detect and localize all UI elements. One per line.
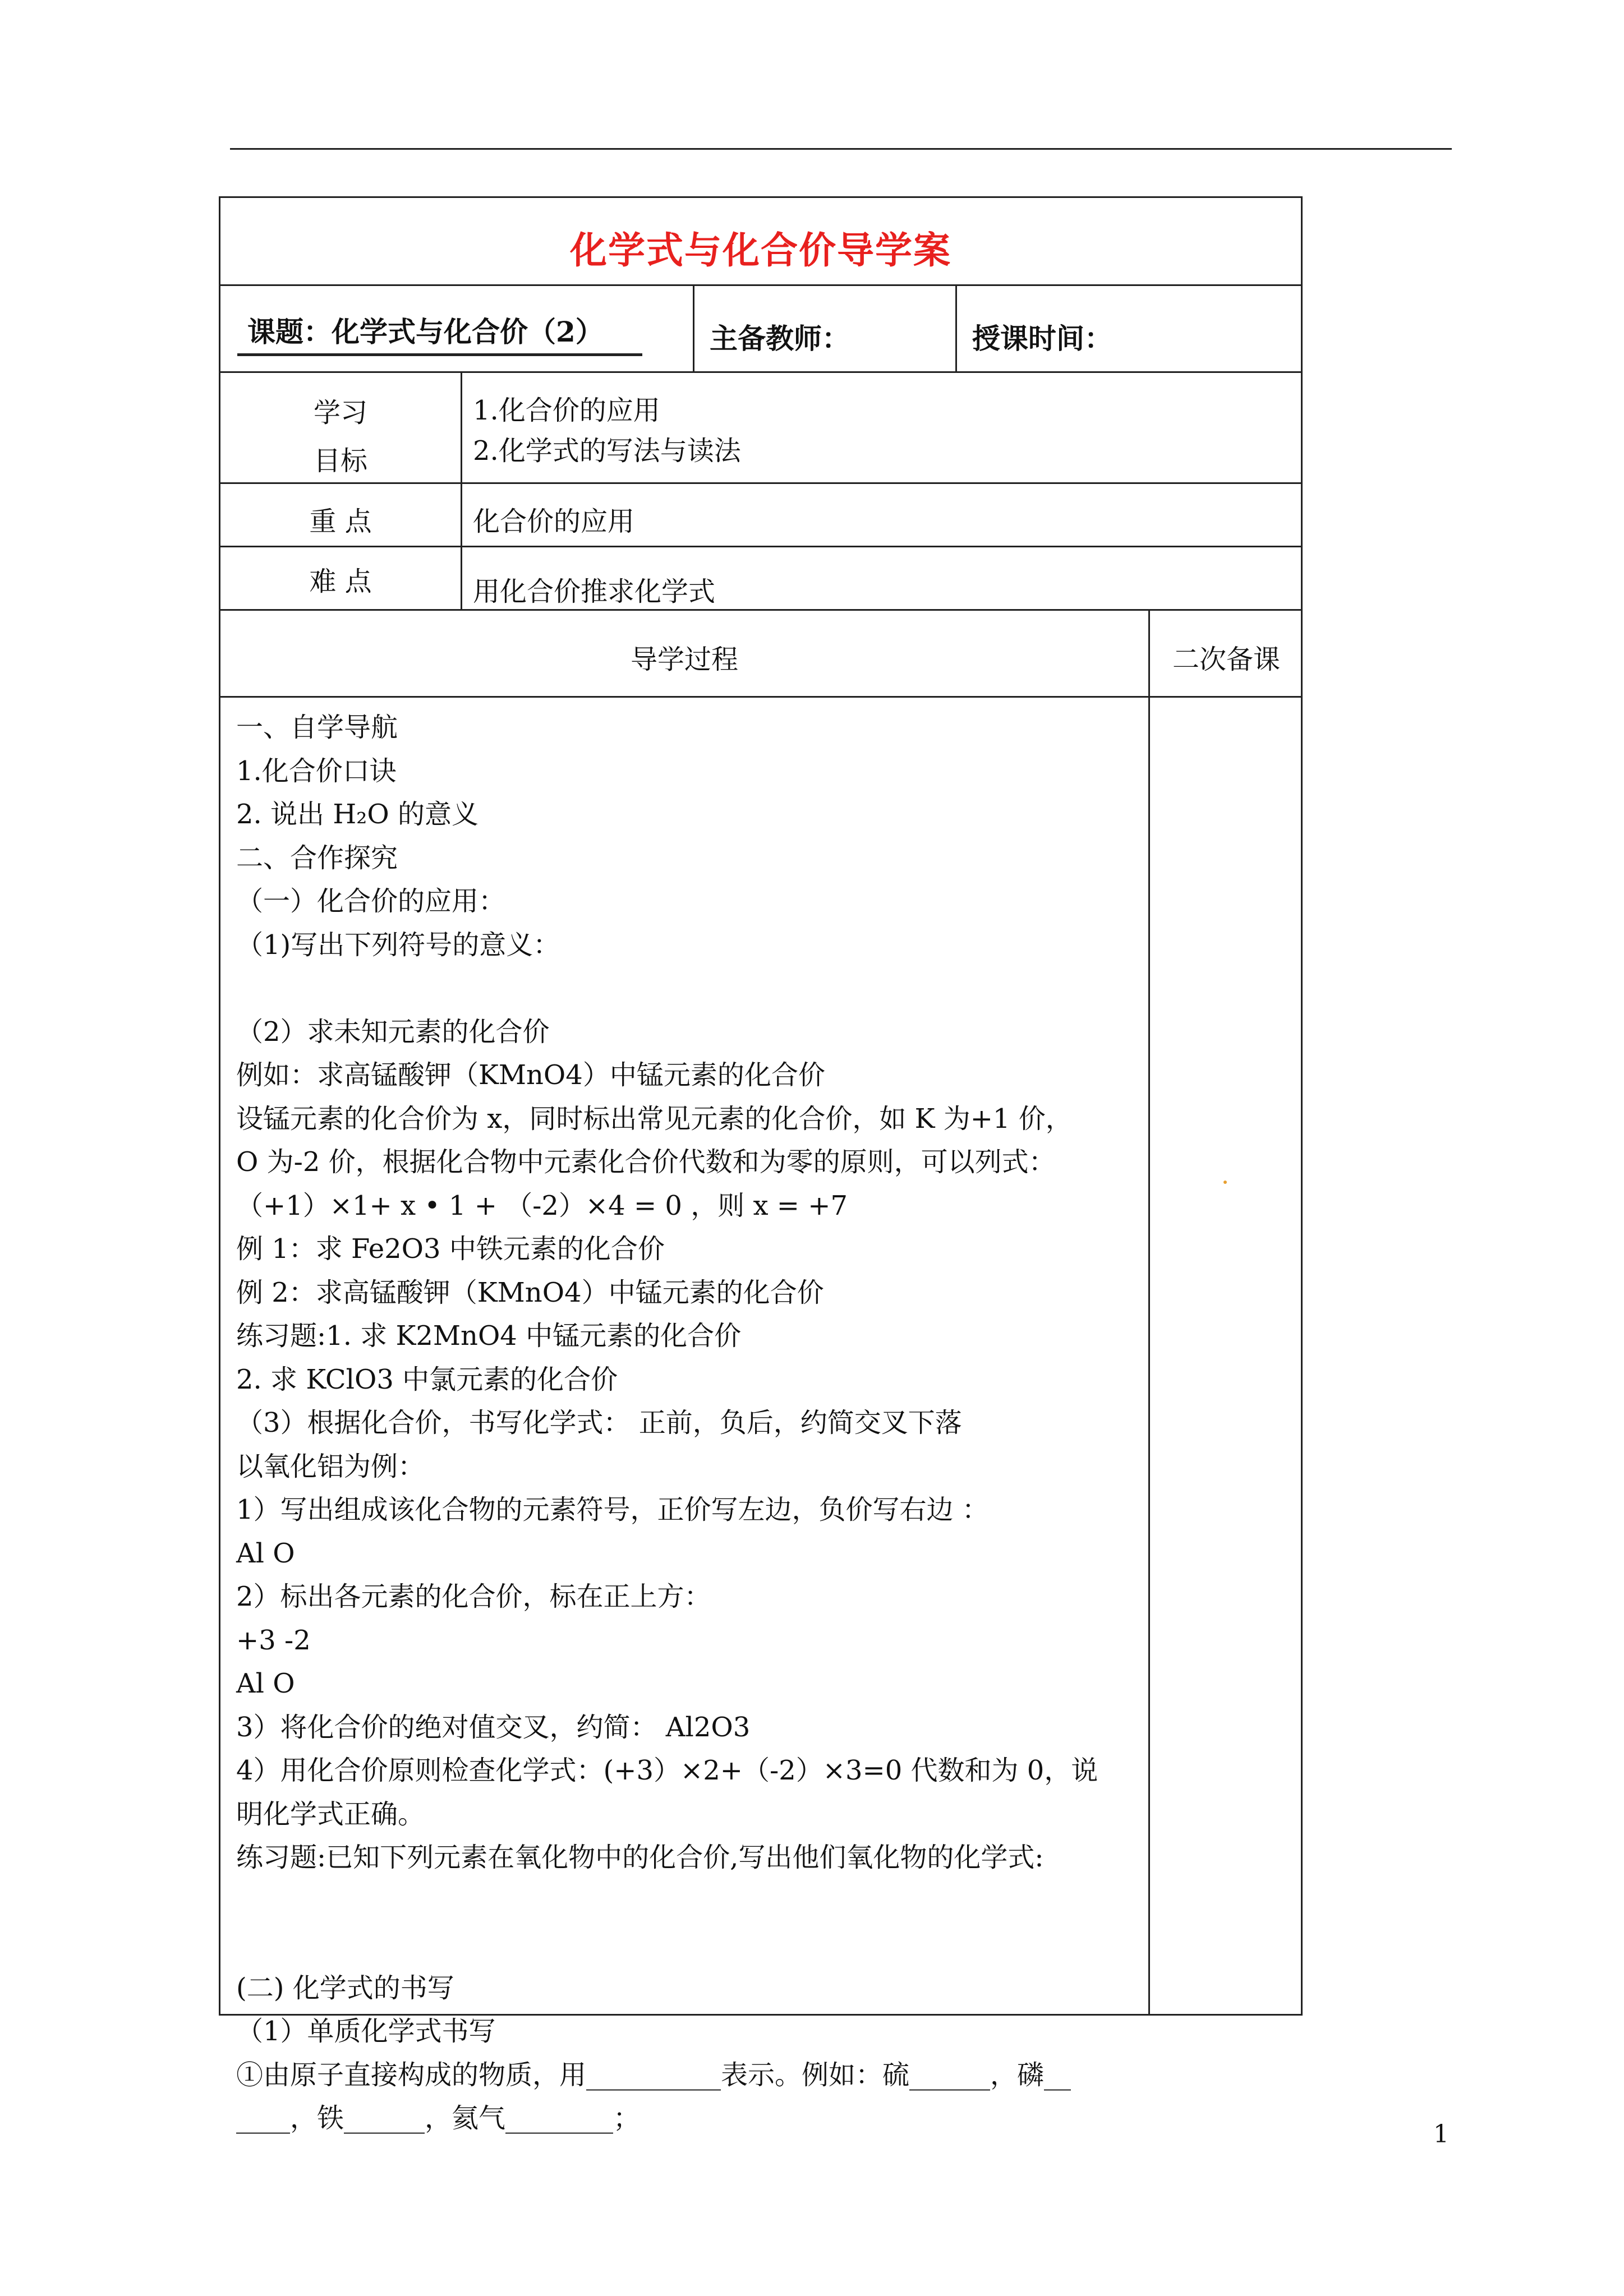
body-line: （3）根据化合价，书写化学式： 正前，负后，约简交叉下落 (236, 1407, 962, 1439)
process-header-row (220, 611, 1301, 698)
difficulty-value: 用化合价推求化学式 (473, 576, 716, 607)
body-line (236, 1923, 1134, 1967)
body-line: O 为-2 价，根据化合物中元素化合价代数和为零的原则，可以列式： (236, 1146, 1056, 1178)
body-line: ①由原子直接构成的物质，用__________表示。例如：硫______，磷__ (236, 2059, 1071, 2091)
body-line: （2）求未知元素的化合价 (236, 1016, 550, 1048)
info-row (220, 286, 1301, 373)
difficulty-row (220, 547, 1301, 611)
notes-header: 二次备课 (1172, 644, 1280, 675)
header-rule (230, 148, 1452, 150)
body-line: 1.化合价口诀 (236, 755, 397, 787)
key-point-value: 化合价的应用 (473, 506, 635, 537)
body-line: （一）化合价的应用： (236, 886, 506, 917)
body-line: （+1）×1+ x • 1 + （-2）×4 = 0 ，则 x = +7 (236, 1190, 848, 1221)
divider (693, 286, 694, 371)
body-line: 2. 说出 H₂O 的意义 (236, 799, 479, 830)
body-line: Al O (236, 1537, 295, 1569)
body-line: （1)写出下列符号的意义： (236, 929, 560, 961)
body-line: 2）标出各元素的化合价，标在正上方： (236, 1581, 711, 1612)
body-line: ____，铁______，氦气________； (236, 2103, 641, 2134)
body-line: 3）将化合价的绝对值交叉，约简： Al2O3 (236, 1711, 751, 1743)
title-row (220, 198, 1301, 286)
body-line: (二) 化学式的书写 (236, 1972, 454, 2004)
objective-item-2: 2.化学式的写法与读法 (473, 435, 741, 467)
divider (1148, 698, 1150, 2014)
page-number: 1 (1433, 2120, 1449, 2149)
body-line: 练习题:已知下列元素在氧化物中的化合价,写出他们氧化物的化学式: (236, 1842, 1044, 1873)
objectives-row (220, 373, 1301, 484)
body-line: 一、自学导航 (236, 712, 398, 743)
process-body (220, 698, 1301, 2134)
divider (955, 286, 957, 371)
body-line: （1）单质化学式书写 (236, 2016, 496, 2047)
teacher-label: 主备教师： (710, 322, 850, 355)
divider (461, 484, 462, 546)
body-line (236, 967, 1134, 1011)
time-label: 授课时间： (972, 322, 1112, 355)
topic-label: 课题：化学式与化合价（2） (247, 315, 604, 348)
body-line: 例 1：求 Fe2O3 中铁元素的化合价 (236, 1233, 665, 1265)
page-title: 化学式与化合价导学案 (570, 228, 951, 272)
objectives-label-line2: 目标 (313, 445, 367, 477)
body-line: 1）写出组成该化合物的元素符号，正价写左边，负价写右边 ： (236, 1494, 989, 1525)
body-line: 例如：求高锰酸钾（KMnO4）中锰元素的化合价 (236, 1059, 825, 1091)
objective-item-1: 1.化合价的应用 (473, 395, 660, 426)
orange-speck (1223, 1181, 1227, 1184)
body-line: 明化学式正确。 (236, 1798, 425, 1830)
lesson-plan-table (219, 196, 1303, 2134)
process-body-text (236, 706, 1134, 2141)
divider (461, 373, 462, 482)
body-line: 设锰元素的化合价为 x，同时标出常见元素的化合价，如 K 为+1 价， (236, 1103, 1073, 1135)
body-line: +3 -2 (236, 1624, 311, 1656)
body-line: 4）用化合价原则检查化学式：(+3）×2+（-2）×3=0 代数和为 0，说 (236, 1755, 1098, 1786)
body-line: 例 2：求高锰酸钾（KMnO4）中锰元素的化合价 (236, 1276, 824, 1308)
body-line: 二、合作探究 (236, 842, 398, 874)
body-line: Al O (236, 1668, 295, 1699)
body-line: 2. 求 KClO3 中氯元素的化合价 (236, 1363, 618, 1395)
key-point-row (220, 484, 1301, 547)
body-line (236, 1880, 1134, 1924)
key-point-label: 重 点 (309, 506, 372, 537)
body-line: 以氧化铝为例： (236, 1450, 425, 1482)
process-header: 导学过程 (630, 644, 738, 675)
topic-underline (237, 353, 642, 356)
divider (461, 547, 462, 609)
objectives-label-line1: 学习 (313, 397, 367, 428)
difficulty-label: 难 点 (309, 566, 372, 597)
body-line: 练习题:1. 求 K2MnO4 中锰元素的化合价 (236, 1320, 742, 1352)
